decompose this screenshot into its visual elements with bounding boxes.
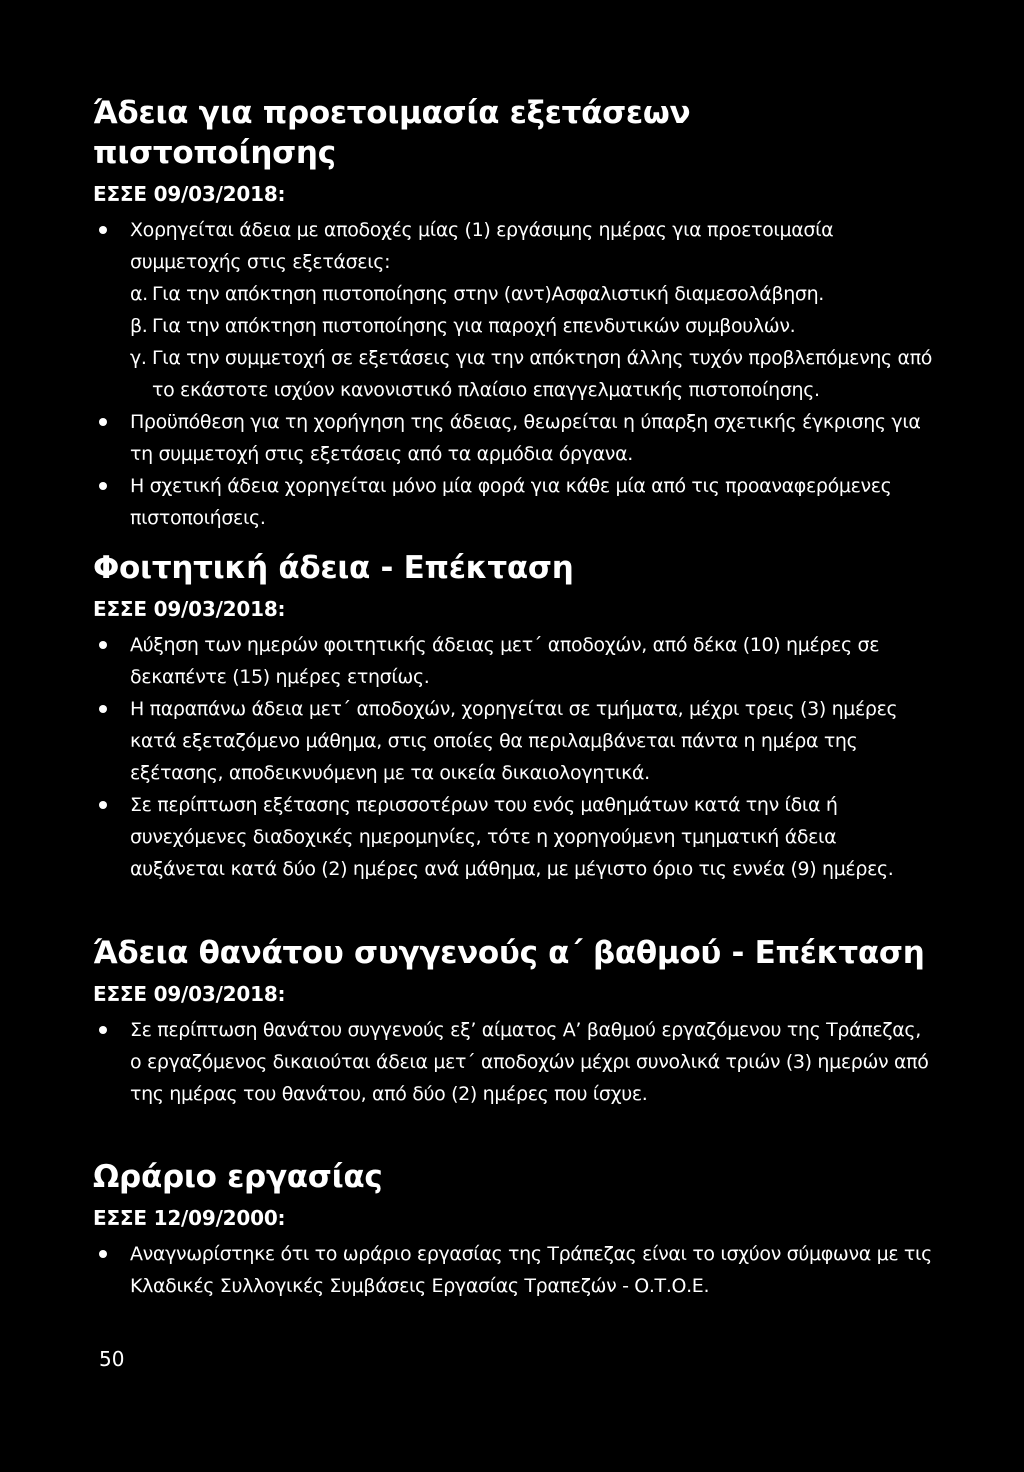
agreement-reference: ΕΣΣΕ 09/03/2018: xyxy=(93,182,286,206)
bullet-icon xyxy=(99,226,107,234)
bullet-icon xyxy=(99,1250,107,1258)
sub-item-mark: α. xyxy=(130,283,148,305)
sub-item-text: Για την απόκτηση πιστοποίησης στην (αντ)Ασφαλιστική διαμεσολάβηση. xyxy=(152,283,824,305)
bullet-list xyxy=(93,1014,933,1110)
sub-item-text: Για την συμμετοχή σε εξετάσεις για την απόκτηση άλλης τυχόν προβλεπόμενης από το εκάστοτε ισχύον κανονιστικό πλαίσιο επαγγελματικής πιστοποίησης. xyxy=(152,347,933,401)
bullet-list xyxy=(93,1238,933,1302)
sub-item-mark: γ. xyxy=(130,347,147,369)
section-exam-certification-leave xyxy=(93,93,933,534)
sub-list xyxy=(130,278,933,406)
section-working-hours xyxy=(93,1157,933,1302)
bullet-icon xyxy=(99,482,107,490)
bullet-list xyxy=(93,214,933,534)
sub-item-text: Για την απόκτηση πιστοποίησης για παροχή επενδυτικών συμβουλών. xyxy=(152,315,796,337)
agreement-reference: ΕΣΣΕ 12/09/2000: xyxy=(93,1206,286,1230)
list-item xyxy=(93,693,933,789)
sub-item xyxy=(130,310,933,342)
sub-item xyxy=(130,342,933,406)
list-item-text: Χορηγείται άδεια με αποδοχές μίας (1) εργάσιμης ημέρας για προετοιμασία συμμετοχής στις εξετάσεις: xyxy=(130,219,834,273)
list-item-text: Η σχετική άδεια χορηγείται μόνο μία φορά για κάθε μία από τις προαναφερόμενες πιστοποιήσεις. xyxy=(130,475,892,529)
list-item-text: Η παραπάνω άδεια μετ΄ αποδοχών, χορηγείται σε τμήματα, μέχρι τρεις (3) ημέρες κατά εξεταζόμενο μάθημα, στις οποίες θα περιλαμβάνεται πάντα η ημέρα της εξέτασης, αποδεικνυόμενη με τα οικεία δικαιολογητικά. xyxy=(130,698,898,784)
bullet-icon xyxy=(99,801,107,809)
sub-item xyxy=(130,278,933,310)
agreement-reference: ΕΣΣΕ 09/03/2018: xyxy=(93,597,286,621)
list-item-text: Σε περίπτωση θανάτου συγγενούς εξ’ αίματος Α’ βαθμού εργαζόμενου της Τράπεζας, ο εργαζόμενος δικαιούται άδεια μετ΄ αποδοχών μέχρι συνολικά τριών (3) ημερών από της ημέρας του θανάτου, από δύο (2) ημέρες που ίσχυε. xyxy=(130,1019,929,1105)
list-item xyxy=(93,789,933,885)
list-item xyxy=(93,629,933,693)
agreement-reference: ΕΣΣΕ 09/03/2018: xyxy=(93,982,286,1006)
section-student-leave xyxy=(93,548,933,885)
bullet-list xyxy=(93,629,933,885)
section-title: Φοιτητική άδεια - Επέκταση xyxy=(93,550,574,586)
list-item xyxy=(93,1014,933,1110)
sub-item-mark: β. xyxy=(130,315,148,337)
list-item xyxy=(93,214,933,406)
bullet-icon xyxy=(99,641,107,649)
list-item xyxy=(93,1238,933,1302)
bullet-icon xyxy=(99,1026,107,1034)
list-item-text: Προϋπόθεση για τη χορήγηση της άδειας, θεωρείται η ύπαρξη σχετικής έγκρισης για τη συμμετοχή στις εξετάσεις από τα αρμόδια όργανα. xyxy=(130,411,921,465)
list-item-text: Σε περίπτωση εξέτασης περισσοτέρων του ενός μαθημάτων κατά την ίδια ή συνεχόμενες διαδοχικές ημερομηνίες, τότε η χορηγούμενη τμηματική άδεια αυξάνεται κατά δύο (2) ημέρες ανά μάθημα, με μέγιστο όριο τις εννέα (9) ημέρες. xyxy=(130,794,894,880)
list-item xyxy=(93,470,933,534)
section-title: Άδεια για προετοιμασία εξετάσεων πιστοποίησης xyxy=(93,95,691,171)
bullet-icon xyxy=(99,705,107,713)
bullet-icon xyxy=(99,418,107,426)
section-title: Άδεια θανάτου συγγενούς α΄ βαθμού - Επέκταση xyxy=(93,935,925,971)
list-item-text: Αύξηση των ημερών φοιτητικής άδειας μετ΄ αποδοχών, από δέκα (10) ημέρες σε δεκαπέντε (15) ημέρες ετησίως. xyxy=(130,634,880,688)
list-item-text: Αναγνωρίστηκε ότι το ωράριο εργασίας της Τράπεζας είναι το ισχύον σύμφωνα με τις Κλαδικές Συλλογικές Συμβάσεις Εργασίας Τραπεζών - Ο.Τ.Ο.Ε. xyxy=(130,1243,932,1297)
list-item xyxy=(93,406,933,470)
page-number: 50 xyxy=(99,1347,125,1371)
section-title: Ωράριο εργασίας xyxy=(93,1159,383,1195)
section-bereavement-leave xyxy=(93,933,933,1110)
